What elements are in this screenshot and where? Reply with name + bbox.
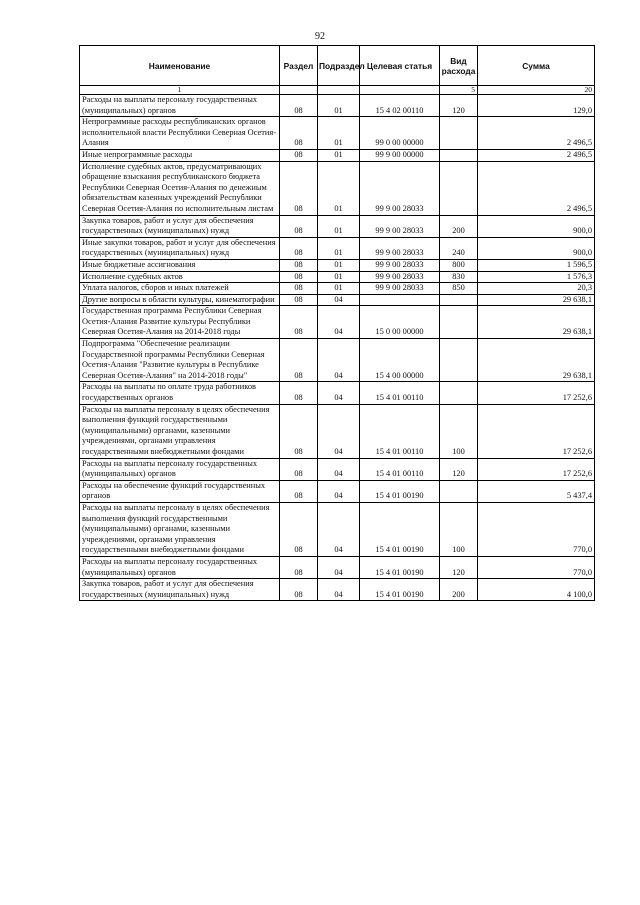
row-target: 99 0 00 00000: [360, 117, 440, 150]
header-target: Целевая статья: [360, 46, 440, 86]
row-target: 99 9 00 28033: [360, 161, 440, 215]
row-subsection: 04: [318, 404, 360, 458]
row-name: Расходы на выплаты персоналу в целях обеспечения выполнения функций государственными (муниципальными) органами, казенными учреждениями, органами управления государственными внебюджетными фондами: [80, 502, 280, 556]
row-type: 850: [440, 283, 478, 295]
index-sum: 20: [478, 86, 595, 95]
table-row: [80, 117, 595, 150]
row-subsection: 04: [318, 382, 360, 404]
row-sum: 1 596,5: [478, 259, 595, 271]
header-row: [80, 46, 595, 86]
row-type: 200: [440, 215, 478, 237]
header-section: Раздел: [280, 46, 318, 86]
index-subsection: [318, 86, 360, 95]
row-sum: 770,0: [478, 502, 595, 556]
header-name: Наименование: [80, 46, 280, 86]
table-row: [80, 283, 595, 295]
row-section: 08: [280, 556, 318, 578]
budget-table: [79, 45, 595, 601]
index-section: [280, 86, 318, 95]
row-section: 08: [280, 339, 318, 382]
row-section: 08: [280, 161, 318, 215]
row-subsection: 01: [318, 149, 360, 161]
row-target: 99 9 00 28033: [360, 259, 440, 271]
row-type: 200: [440, 579, 478, 601]
row-sum: 17 252,6: [478, 458, 595, 480]
row-sum: 2 496,5: [478, 149, 595, 161]
row-type: [440, 480, 478, 502]
row-subsection: 01: [318, 237, 360, 259]
row-name: Государственная программа Республики Северная Осетия-Алания Развитие культуры Республики Северная Осетия-Алания на 2014-2018 годы: [80, 306, 280, 339]
row-sum: 29 638,1: [478, 306, 595, 339]
row-sum: 4 100,0: [478, 579, 595, 601]
row-subsection: 04: [318, 502, 360, 556]
row-section: 08: [280, 502, 318, 556]
row-sum: 29 638,1: [478, 294, 595, 306]
row-type: [440, 294, 478, 306]
row-type: [440, 382, 478, 404]
row-sum: 17 252,6: [478, 382, 595, 404]
row-section: 08: [280, 117, 318, 150]
row-target: 15 4 01 00190: [360, 579, 440, 601]
row-type: 240: [440, 237, 478, 259]
row-subsection: 01: [318, 161, 360, 215]
row-subsection: 04: [318, 480, 360, 502]
row-target: 15 4 01 00110: [360, 458, 440, 480]
table-row: [80, 306, 595, 339]
row-type: 120: [440, 95, 478, 117]
row-name: Подпрограмма "Обеспечение реализации Государственной программы Республики Северная Осетия-Алания "Развитие культуры в Республике Северная Осетия-Алания" на 2014-2018 годы": [80, 339, 280, 382]
row-type: [440, 117, 478, 150]
row-sum: 17 252,6: [478, 404, 595, 458]
row-sum: 900,0: [478, 237, 595, 259]
row-target: 99 9 00 00000: [360, 149, 440, 161]
row-subsection: 01: [318, 95, 360, 117]
row-section: 08: [280, 579, 318, 601]
row-type: 830: [440, 271, 478, 283]
index-target: [360, 86, 440, 95]
row-subsection: 01: [318, 215, 360, 237]
row-section: 08: [280, 480, 318, 502]
row-sum: 770,0: [478, 556, 595, 578]
row-target: 99 9 00 28033: [360, 237, 440, 259]
row-name: Расходы на выплаты персоналу государственных (муниципальных) органов: [80, 95, 280, 117]
table-row: [80, 458, 595, 480]
table-row: [80, 294, 595, 306]
row-name: Расходы на выплаты персоналу государственных (муниципальных) органов: [80, 556, 280, 578]
row-target: 99 9 00 28033: [360, 271, 440, 283]
table-row: [80, 382, 595, 404]
column-index-row: [80, 86, 595, 95]
row-type: 100: [440, 502, 478, 556]
header-subsection: Подраздел: [318, 46, 360, 86]
row-sum: 2 496,5: [478, 117, 595, 150]
row-name: Иные бюджетные ассигнования: [80, 259, 280, 271]
row-section: 08: [280, 271, 318, 283]
row-subsection: 04: [318, 458, 360, 480]
row-name: Уплата налогов, сборов и иных платежей: [80, 283, 280, 295]
row-type: [440, 149, 478, 161]
row-section: 08: [280, 294, 318, 306]
row-target: 15 4 01 00110: [360, 382, 440, 404]
row-type: 100: [440, 404, 478, 458]
row-target: 15 0 00 00000: [360, 306, 440, 339]
row-sum: 1 576,3: [478, 271, 595, 283]
row-name: Закупка товаров, работ и услуг для обеспечения государственных (муниципальных) нужд: [80, 579, 280, 601]
row-section: 08: [280, 237, 318, 259]
row-target: 15 4 01 00190: [360, 480, 440, 502]
row-sum: 20,3: [478, 283, 595, 295]
table-row: [80, 339, 595, 382]
row-target: 15 4 00 00000: [360, 339, 440, 382]
row-type: 120: [440, 458, 478, 480]
row-sum: 5 437,4: [478, 480, 595, 502]
table-row: [80, 271, 595, 283]
row-name: Расходы на выплаты персоналу государственных (муниципальных) органов: [80, 458, 280, 480]
table-row: [80, 480, 595, 502]
row-name: Иные непрограммные расходы: [80, 149, 280, 161]
row-section: 08: [280, 215, 318, 237]
header-sum: Сумма: [478, 46, 595, 86]
header-type: Вид расхода: [440, 46, 478, 86]
row-target: 15 4 01 00110: [360, 404, 440, 458]
row-target: [360, 294, 440, 306]
row-name: Другие вопросы в области культуры, кинематографии: [80, 294, 280, 306]
table-row: [80, 404, 595, 458]
row-name: Иные закупки товаров, работ и услуг для обеспечения государственных (муниципальных) нужд: [80, 237, 280, 259]
row-section: 08: [280, 283, 318, 295]
row-name: Исполнение судебных актов, предусматривающих обращение взыскания республиканского бюджета Республики Северная Осетия-Алания по денежным обязательствам казенных учреждений Республики Северная Осетия-Алания по исполнительным листам: [80, 161, 280, 215]
row-section: 08: [280, 95, 318, 117]
row-sum: 129,0: [478, 95, 595, 117]
table-row: [80, 259, 595, 271]
row-name: Расходы на выплаты по оплате труда работников государственных органов: [80, 382, 280, 404]
table-row: [80, 215, 595, 237]
row-subsection: 01: [318, 283, 360, 295]
row-type: [440, 306, 478, 339]
row-section: 08: [280, 404, 318, 458]
row-subsection: 01: [318, 259, 360, 271]
row-sum: 900,0: [478, 215, 595, 237]
row-subsection: 01: [318, 117, 360, 150]
row-subsection: 04: [318, 306, 360, 339]
row-type: 120: [440, 556, 478, 578]
row-type: 800: [440, 259, 478, 271]
table-row: [80, 161, 595, 215]
row-name: Расходы на обеспечение функций государственных органов: [80, 480, 280, 502]
row-subsection: 01: [318, 271, 360, 283]
table-row: [80, 579, 595, 601]
row-target: 99 9 00 28033: [360, 215, 440, 237]
row-target: 15 4 02 00110: [360, 95, 440, 117]
row-section: 08: [280, 149, 318, 161]
row-subsection: 04: [318, 339, 360, 382]
table-body: [80, 95, 595, 601]
table-row: [80, 149, 595, 161]
table-row: [80, 237, 595, 259]
row-section: 08: [280, 259, 318, 271]
table-row: [80, 95, 595, 117]
row-section: 08: [280, 306, 318, 339]
row-name: Закупка товаров, работ и услуг для обеспечения государственных (муниципальных) нужд: [80, 215, 280, 237]
row-name: Расходы на выплаты персоналу в целях обеспечения выполнения функций государственными (муниципальными) органами, казенными учреждениями, органами управления государственными внебюджетными фондами: [80, 404, 280, 458]
row-section: 08: [280, 382, 318, 404]
row-type: [440, 161, 478, 215]
page-number: 92: [315, 31, 325, 42]
row-target: 15 4 01 00190: [360, 502, 440, 556]
row-target: 15 4 01 00190: [360, 556, 440, 578]
row-section: 08: [280, 458, 318, 480]
index-type: 5: [440, 86, 478, 95]
table-row: [80, 502, 595, 556]
row-sum: 2 496,5: [478, 161, 595, 215]
row-name: Исполнение судебных актов: [80, 271, 280, 283]
row-target: 99 9 00 28033: [360, 283, 440, 295]
row-subsection: 04: [318, 294, 360, 306]
row-subsection: 04: [318, 579, 360, 601]
row-name: Непрограммные расходы республиканских органов исполнительной власти Республики Северная Осетия-Алания: [80, 117, 280, 150]
index-name: 1: [80, 86, 280, 95]
row-type: [440, 339, 478, 382]
table-row: [80, 556, 595, 578]
row-subsection: 04: [318, 556, 360, 578]
row-sum: 29 638,1: [478, 339, 595, 382]
